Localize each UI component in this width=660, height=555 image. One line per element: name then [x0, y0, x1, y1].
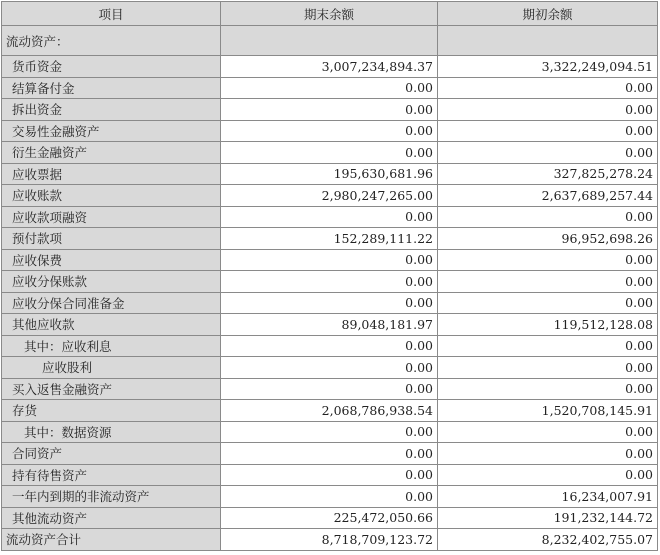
end-balance-cell: 0.00 [221, 357, 438, 379]
row-label: 应收股利 [2, 357, 221, 379]
end-balance-cell: 3,007,234,894.37 [221, 56, 438, 78]
table-row [2, 206, 658, 228]
end-balance-cell: 0.00 [221, 378, 438, 400]
end-balance-cell: 0.00 [221, 249, 438, 271]
end-balance-cell: 0.00 [221, 120, 438, 142]
end-balance-cell: 0.00 [221, 421, 438, 443]
row-label: 应收账款 [2, 185, 221, 207]
balance-sheet-table [1, 1, 658, 551]
row-label: 货币资金 [2, 56, 221, 78]
table-row [2, 271, 658, 293]
begin-balance-cell: 0.00 [438, 335, 658, 357]
end-balance-cell: 0.00 [221, 271, 438, 293]
begin-balance-cell: 0.00 [438, 99, 658, 121]
begin-balance-cell: 1,520,708,145.91 [438, 400, 658, 422]
row-label: 衍生金融资产 [2, 142, 221, 164]
begin-balance-cell: 0.00 [438, 357, 658, 379]
begin-balance-cell: 0.00 [438, 206, 658, 228]
section-empty-cell [438, 26, 658, 56]
table-row [2, 314, 658, 336]
table-row [2, 249, 658, 271]
section-row [2, 26, 658, 56]
row-label: 应收分保合同准备金 [2, 292, 221, 314]
row-label: 存货 [2, 400, 221, 422]
begin-balance-cell: 0.00 [438, 292, 658, 314]
row-label: 预付款项 [2, 228, 221, 250]
header-item: 项目 [2, 2, 221, 26]
table-row [2, 163, 658, 185]
row-label: 应收保费 [2, 249, 221, 271]
begin-balance-cell: 3,322,249,094.51 [438, 56, 658, 78]
row-label: 应收款项融资 [2, 206, 221, 228]
table-row [2, 185, 658, 207]
end-balance-cell: 0.00 [221, 206, 438, 228]
row-label: 其他流动资产 [2, 507, 221, 529]
row-label: 持有待售资产 [2, 464, 221, 486]
table-row [2, 335, 658, 357]
table-row [2, 357, 658, 379]
row-label: 应收分保账款 [2, 271, 221, 293]
begin-balance-cell: 2,637,689,257.44 [438, 185, 658, 207]
end-balance-cell: 195,630,681.96 [221, 163, 438, 185]
begin-balance-cell: 0.00 [438, 77, 658, 99]
end-balance-cell: 0.00 [221, 486, 438, 508]
row-label: 买入返售金融资产 [2, 378, 221, 400]
end-balance-cell: 0.00 [221, 443, 438, 465]
row-label: 应收票据 [2, 163, 221, 185]
end-balance-cell: 2,068,786,938.54 [221, 400, 438, 422]
table-row [2, 77, 658, 99]
section-label: 流动资产： [2, 26, 221, 56]
table-row [2, 120, 658, 142]
section-empty-cell [221, 26, 438, 56]
end-balance-cell: 0.00 [221, 464, 438, 486]
table-row [2, 421, 658, 443]
end-balance-cell: 0.00 [221, 335, 438, 357]
row-label: 交易性金融资产 [2, 120, 221, 142]
table-row [2, 443, 658, 465]
end-balance-cell: 2,980,247,265.00 [221, 185, 438, 207]
begin-balance-cell: 0.00 [438, 120, 658, 142]
end-balance-cell: 152,289,111.22 [221, 228, 438, 250]
end-balance-cell: 0.00 [221, 292, 438, 314]
begin-balance-cell: 8,232,402,755.07 [438, 529, 658, 551]
header-begin-balance: 期初余额 [438, 2, 658, 26]
total-row [2, 529, 658, 551]
row-label: 一年内到期的非流动资产 [2, 486, 221, 508]
row-label: 结算备付金 [2, 77, 221, 99]
header-end-balance: 期末余额 [221, 2, 438, 26]
header-row [2, 2, 658, 26]
row-label: 流动资产合计 [2, 529, 221, 551]
begin-balance-cell: 16,234,007.91 [438, 486, 658, 508]
table-row [2, 99, 658, 121]
table-row [2, 507, 658, 529]
table-row [2, 378, 658, 400]
table-row [2, 486, 658, 508]
row-label: 拆出资金 [2, 99, 221, 121]
row-label: 其中：数据资源 [2, 421, 221, 443]
begin-balance-cell: 0.00 [438, 249, 658, 271]
end-balance-cell: 0.00 [221, 77, 438, 99]
table-row [2, 142, 658, 164]
begin-balance-cell: 119,512,128.08 [438, 314, 658, 336]
row-label: 其中：应收利息 [2, 335, 221, 357]
begin-balance-cell: 0.00 [438, 271, 658, 293]
begin-balance-cell: 0.00 [438, 378, 658, 400]
table-row [2, 292, 658, 314]
end-balance-cell: 0.00 [221, 142, 438, 164]
row-label: 其他应收款 [2, 314, 221, 336]
table-row [2, 56, 658, 78]
begin-balance-cell: 191,232,144.72 [438, 507, 658, 529]
table-row [2, 228, 658, 250]
begin-balance-cell: 0.00 [438, 443, 658, 465]
end-balance-cell: 225,472,050.66 [221, 507, 438, 529]
row-label: 合同资产 [2, 443, 221, 465]
end-balance-cell: 0.00 [221, 99, 438, 121]
end-balance-cell: 89,048,181.97 [221, 314, 438, 336]
table-row [2, 464, 658, 486]
begin-balance-cell: 0.00 [438, 464, 658, 486]
begin-balance-cell: 0.00 [438, 421, 658, 443]
end-balance-cell: 8,718,709,123.72 [221, 529, 438, 551]
begin-balance-cell: 0.00 [438, 142, 658, 164]
table-row [2, 400, 658, 422]
begin-balance-cell: 327,825,278.24 [438, 163, 658, 185]
begin-balance-cell: 96,952,698.26 [438, 228, 658, 250]
